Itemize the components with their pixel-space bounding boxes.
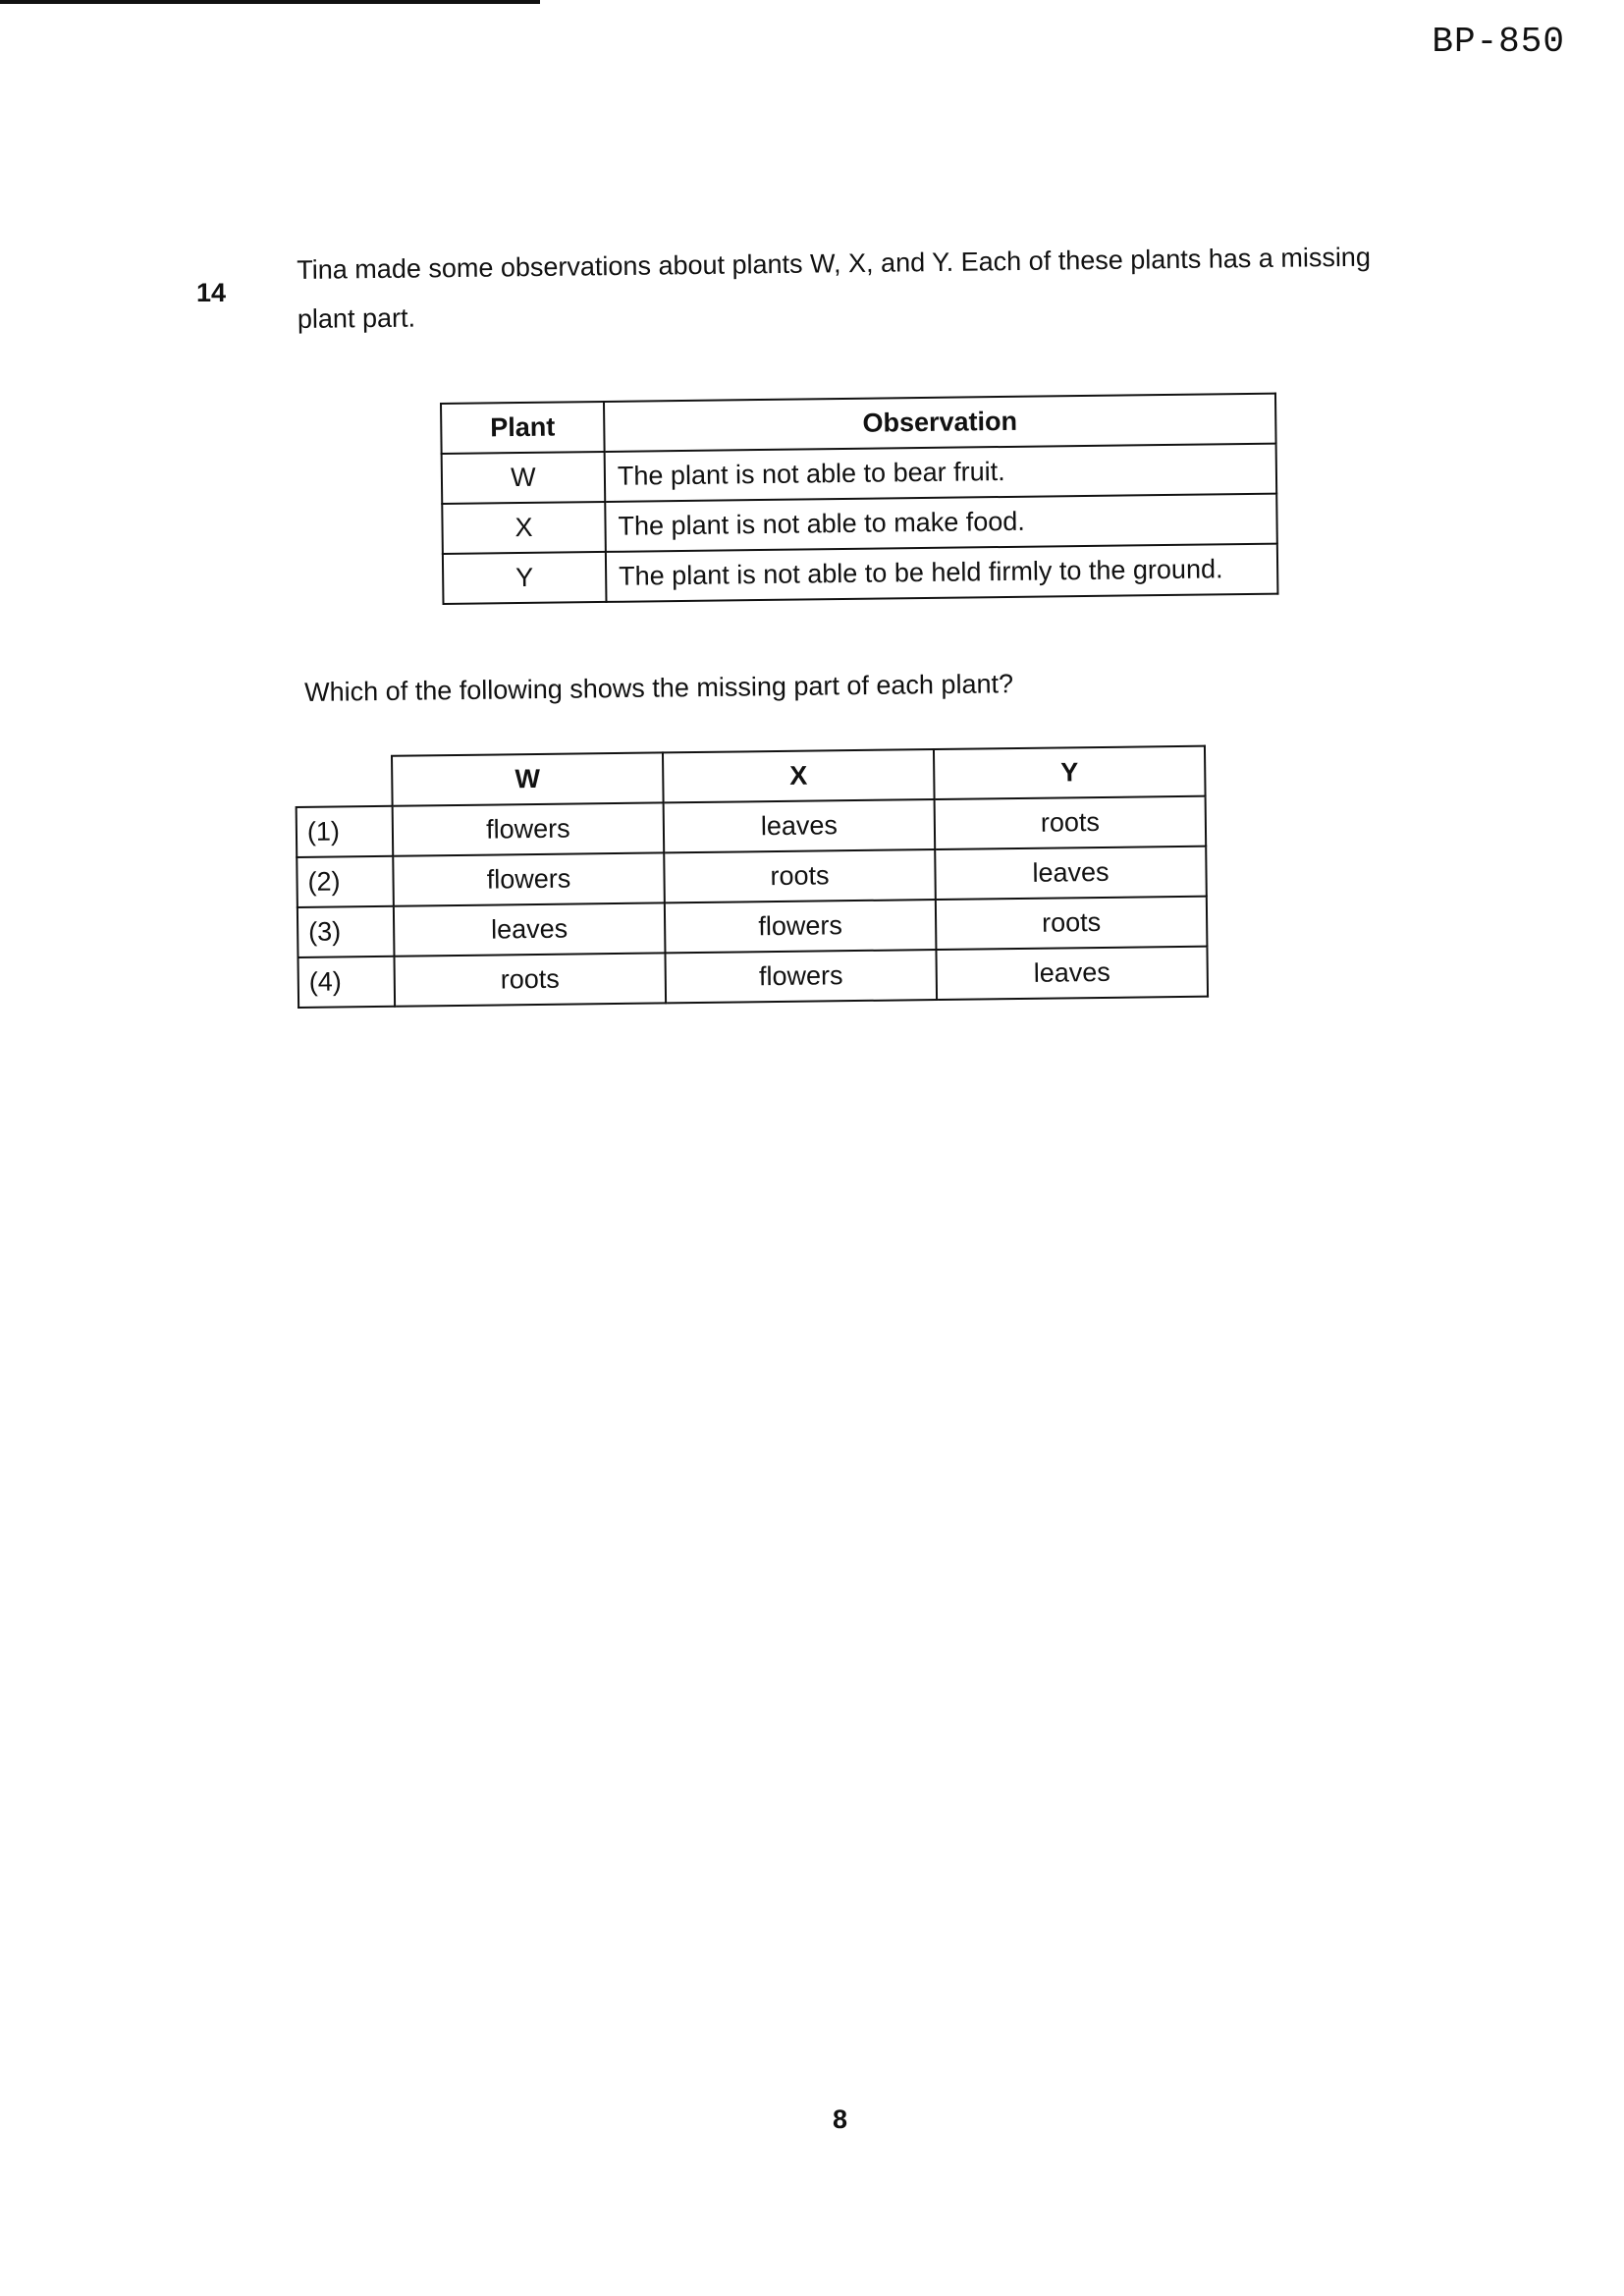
options-header-x: X (663, 749, 935, 802)
option-cell-x: roots (664, 849, 936, 902)
question-prompt: Which of the following shows the missing part of each plant? (304, 669, 1014, 707)
plant-cell: X (442, 502, 606, 554)
table-row (443, 544, 1278, 604)
option-label: (3) (298, 906, 395, 957)
option-cell-y: roots (935, 796, 1207, 849)
options-corner-cell (296, 756, 393, 807)
observation-header-plant: Plant (441, 402, 605, 454)
option-cell-w: flowers (393, 852, 665, 905)
option-cell-y: roots (936, 897, 1208, 950)
observation-header-observation: Observation (604, 394, 1276, 452)
option-cell-w: leaves (394, 902, 666, 956)
plant-cell: Y (443, 552, 607, 604)
option-row (298, 947, 1209, 1008)
options-table (295, 745, 1209, 1009)
option-label: (2) (297, 856, 394, 907)
document-code: BP-850 (1432, 22, 1565, 62)
question-stem: Tina made some observations about plants W, X, and Y. Each of these plants has a missing plant part. (297, 242, 1372, 334)
observation-cell: The plant is not able to bear fruit. (605, 444, 1277, 502)
observation-cell: The plant is not able to make food. (605, 494, 1277, 552)
option-label: (4) (298, 957, 396, 1008)
option-cell-w: roots (394, 953, 666, 1006)
option-cell-y: leaves (935, 847, 1207, 900)
option-cell-x: flowers (665, 950, 937, 1003)
option-label: (1) (297, 806, 394, 857)
option-cell-y: leaves (936, 947, 1208, 1000)
question-number: 14 (196, 278, 227, 307)
option-cell-w: flowers (393, 802, 665, 855)
observation-table (440, 393, 1278, 605)
option-cell-x: leaves (664, 799, 936, 852)
page-number: 8 (833, 2105, 848, 2134)
top-rule (0, 0, 540, 4)
plant-cell: W (442, 452, 606, 504)
option-cell-x: flowers (665, 900, 937, 953)
options-header-y: Y (934, 746, 1206, 799)
observation-cell: The plant is not able to be held firmly to the ground. (606, 544, 1278, 602)
options-header-w: W (392, 752, 664, 805)
